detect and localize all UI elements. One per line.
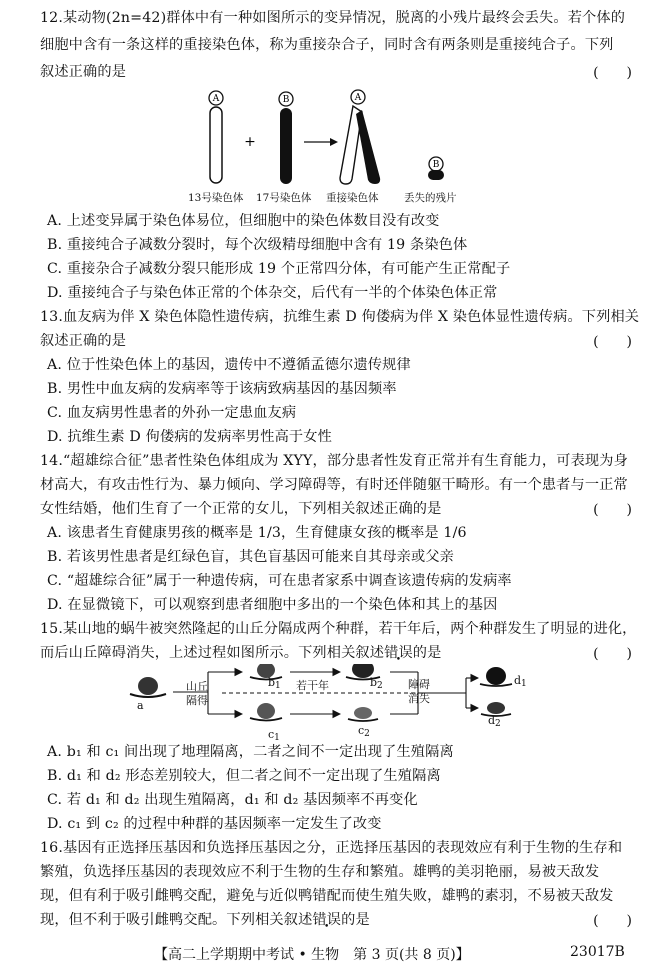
q15-option-a: A. b₁ 和 c₁ 间出现了地理隔离，二者之间不一定出现了生殖隔离 bbox=[47, 744, 454, 760]
q13-answer-bracket: ( ) bbox=[593, 334, 632, 350]
reconnected-chromosome-icon bbox=[340, 90, 380, 184]
q13-option-a: A. 位于性染色体上的基因，遗传中不遵循孟德尔遗传规律 bbox=[47, 357, 411, 373]
q13-option-b: B. 男性中血友病的发病率等于该病致病基因的基因频率 bbox=[47, 381, 397, 397]
label-a: a bbox=[137, 699, 144, 712]
q16-stem-part3: 的是 bbox=[341, 912, 370, 928]
q14-answer-bracket: ( ) bbox=[593, 502, 632, 518]
q13-stem-line1: 13.血友病为伴 X 染色体隐性遗传病，抗维生素 D 佝偻病为伴 X 染色体显性遗传病。下列相关 bbox=[40, 309, 640, 325]
paper-code: 23017B bbox=[570, 944, 625, 960]
q15-option-b: B. d₁ 和 d₂ 形态差别较大，但二者之间不一定出现了生殖隔离 bbox=[47, 768, 441, 784]
q12-chromosome-figure bbox=[190, 80, 470, 188]
arrow-right-icon bbox=[304, 138, 338, 146]
q15-option-d: D. c₁ 到 c₂ 的过程中种群的基因频率一定发生了改变 bbox=[47, 816, 382, 832]
q14-option-c: C. “超雄综合征”属于一种遗传病，可在患者家系中调查该遗传病的发病率 bbox=[47, 573, 512, 589]
label-barrier-line1: 山丘 bbox=[186, 680, 208, 693]
q15-emphasis-wrong: 错误 bbox=[384, 645, 413, 661]
label-chromosome-17: 17号染色体 bbox=[256, 192, 312, 204]
q16-emphasis-wrong: 错误 bbox=[312, 912, 342, 928]
q12-stem-line2: 细胞中含有一条这样的重接染色体，称为重接杂合子，同时含有两条则是重接纯合子。下列 bbox=[40, 37, 614, 53]
label-chromosome-13: 13号染色体 bbox=[188, 192, 244, 204]
q13-option-d: D. 抗维生素 D 佝偻病的发病率男性高于女性 bbox=[47, 429, 332, 445]
q14-option-b: B. 若该男性患者是红绿色盲，其色盲基因可能来自其母亲或父亲 bbox=[47, 549, 455, 565]
q12-stem-line3: 叙述正确的是 bbox=[40, 64, 127, 80]
label-reconnected-chromosome: 重接染色体 bbox=[326, 192, 379, 204]
label-lost-fragment: 丢失的残片 bbox=[404, 192, 457, 204]
page-footer: 【高二上学期期中考试 • 生物 第 3 页(共 8 页)】 bbox=[154, 947, 470, 963]
snail-d1-icon bbox=[480, 667, 512, 686]
q14-option-d: D. 在显微镜下，可以观察到患者细胞中多出的一个染色体和其上的基因 bbox=[47, 597, 498, 613]
label-d2: $d_2$ bbox=[488, 714, 501, 729]
marker-a-1: A bbox=[212, 94, 220, 104]
q15-answer-bracket: ( ) bbox=[593, 646, 632, 662]
marker-b-2: B bbox=[432, 160, 440, 170]
q16-stem-line2: 繁殖，负选择压基因的表现效应不利于生物的生存和繁殖。雄鸭的美羽艳丽，易被天敌发 bbox=[40, 864, 600, 880]
q16-stem-part1: 现，但不利于吸引雌鸭交配。下列相关叙述 bbox=[40, 912, 313, 928]
label-barrier-line2: 隔得 bbox=[186, 694, 208, 707]
chromosome-17-icon bbox=[279, 92, 293, 184]
snail-c2-icon bbox=[348, 707, 378, 721]
label-barrier-gone-line2: 消失 bbox=[408, 692, 430, 705]
q14-stem-line1: 14.“超雄综合征”患者性染色体组成为 XYY，部分患者性发育正常并有生育能力，可表现为身 bbox=[40, 453, 628, 469]
q14-option-a: A. 该患者生育健康男孩的概率是 1/3，生育健康女孩的概率是 1/6 bbox=[47, 525, 467, 541]
marker-b-1: B bbox=[282, 95, 290, 105]
snail-c1-icon bbox=[250, 703, 282, 721]
q12-answer-bracket: ( ) bbox=[593, 65, 632, 81]
plus-sign: + bbox=[244, 134, 256, 150]
label-years: 若干年 bbox=[296, 679, 329, 692]
q16-stem-line4 bbox=[40, 910, 640, 930]
snail-a-icon bbox=[130, 677, 166, 697]
q15-stem-line1: 15.某山地的蜗牛被突然隆起的山丘分隔成两个种群，若干年后，两个种群发生了明显的进化， bbox=[40, 621, 637, 637]
q13-stem-line2: 叙述正确的是 bbox=[40, 333, 127, 349]
q16-answer-bracket: ( ) bbox=[593, 913, 632, 929]
q14-stem-line3: 女性结婚，他们生育了一个正常的女儿，下列相关叙述正确的是 bbox=[40, 501, 442, 517]
label-b2: $b_2$ bbox=[370, 676, 383, 691]
q15-stem-line2 bbox=[40, 643, 640, 663]
q12-option-a: A. 上述变异属于染色体易位，但细胞中的染色体数目没有改变 bbox=[47, 213, 440, 229]
q15-snail-figure bbox=[118, 664, 518, 742]
q12-option-b: B. 重接纯合子减数分裂时，每个次级精母细胞中含有 19 条染色体 bbox=[47, 237, 468, 253]
label-c1: $c_1$ bbox=[268, 728, 280, 743]
label-c2: $c_2$ bbox=[358, 724, 370, 739]
q12-option-c: C. 重接杂合子减数分裂只能形成 19 个正常四分体，有可能产生正常配子 bbox=[47, 261, 511, 277]
q14-stem-line2: 材高大，有攻击性行为、暴力倾向、学习障碍等，有时还伴随躯干畸形。有一个患者与一正常 bbox=[40, 477, 628, 493]
marker-a-2: A bbox=[354, 93, 362, 103]
q15-stem-part1: 而后山丘障碍消失，上述过程如图所示。下列相关叙述 bbox=[40, 645, 385, 661]
q12-stem-line1: 12.某动物(2n=42)群体中有一种如图所示的变异情况，脱离的小残片最终会丢失。若个体的 bbox=[40, 10, 626, 26]
q13-option-c: C. 血友病男性患者的外孙一定患血友病 bbox=[47, 405, 297, 421]
label-b1: $b_1$ bbox=[268, 676, 281, 691]
label-d1: $d_1$ bbox=[514, 674, 527, 689]
q16-stem-line1: 16.基因有正选择压基因和负选择压基因之分，正选择压基因的表现效应有利于生物的生存和 bbox=[40, 840, 623, 856]
chromosome-13-icon bbox=[209, 91, 223, 183]
q12-option-d: D. 重接纯合子与染色体正常的个体杂交，后代有一半的个体染色体正常 bbox=[47, 285, 498, 301]
q15-option-c: C. 若 d₁ 和 d₂ 出现生殖隔离，d₁ 和 d₂ 基因频率不再变化 bbox=[47, 792, 418, 808]
q15-stem-part3: 的是 bbox=[412, 645, 442, 661]
q16-stem-line3: 现，但有利于吸引雌鸭交配，避免与近似鸭错配而使生殖失败，雄鸭的素羽，不易被天敌发 bbox=[40, 888, 614, 904]
label-barrier-gone-line1: 障碍 bbox=[408, 678, 430, 691]
